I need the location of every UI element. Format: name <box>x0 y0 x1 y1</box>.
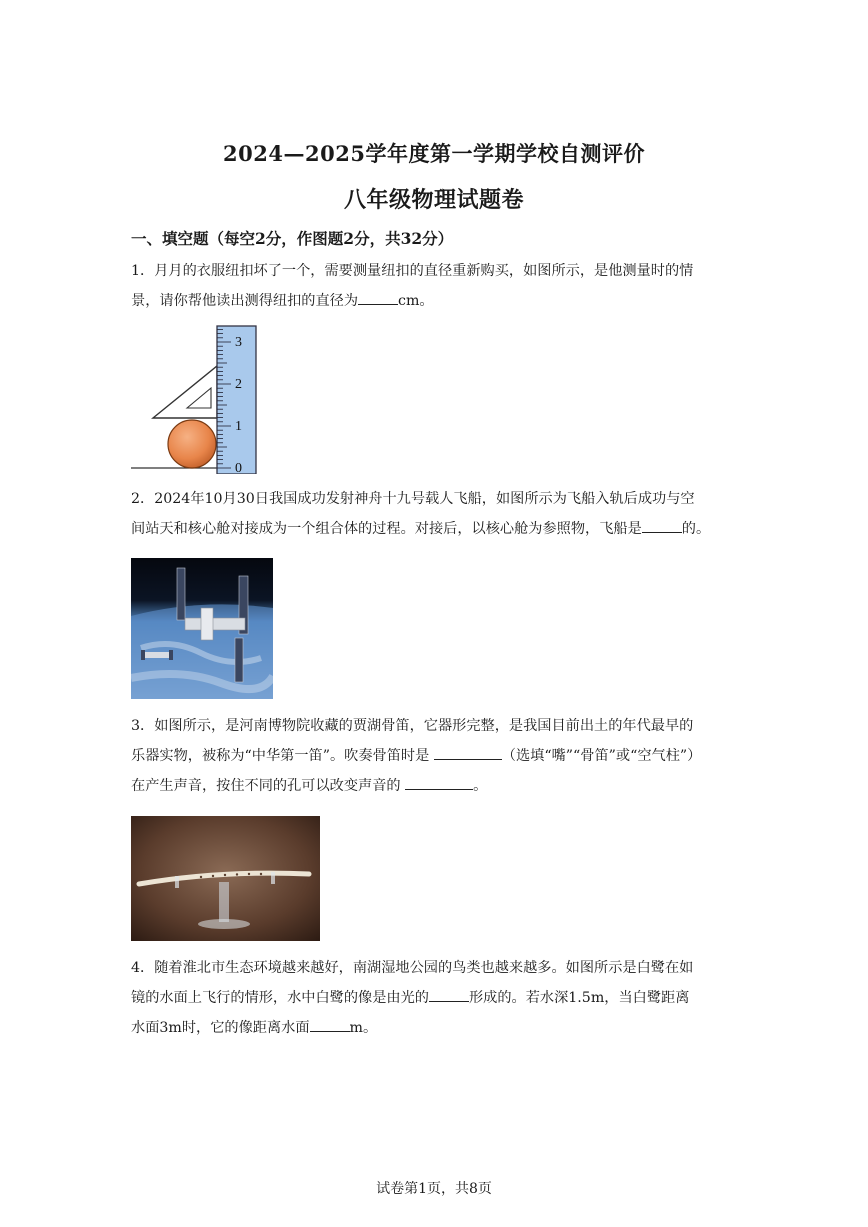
space-station-photo <box>131 558 273 699</box>
question-3-line1: 3．如图所示，是河南博物院收藏的贾湖骨笛，它器形完整，是我国目前出土的年代最早的 <box>131 718 694 734</box>
button-circle <box>168 420 216 468</box>
ruler-tick-label: 1 <box>235 419 242 434</box>
exam-title: 2024—2025学年度第一学期学校自测评价 <box>223 141 645 166</box>
question-2-line2: 间站天和核心舱对接成为一个组合体的过程。对接后，以核心舱为参照物，飞船是 的。 <box>131 514 741 544</box>
question-4-line3: 水面3m时，它的像距离水面 m。 <box>131 1013 741 1043</box>
answer-blank[interactable] <box>429 986 469 1002</box>
question-4-line1: 4．随着淮北市生态环境越来越好，南湖湿地公园的鸟类也越来越多。如图所示是白鹭在如 <box>131 960 694 976</box>
question-2-line1: 2．2024年10月30日我国成功发射神舟十九号载人飞船，如图所示为飞船入轨后成功与空 <box>131 491 695 507</box>
answer-blank[interactable] <box>642 517 682 533</box>
answer-blank[interactable] <box>434 744 502 760</box>
question-4 <box>131 953 741 1043</box>
section-heading: 一、填空题（每空2分，作图题2分，共32分） <box>131 229 454 248</box>
page-footer: 试卷第1页，共8页 <box>376 1181 492 1197</box>
question-3 <box>131 711 741 801</box>
answer-blank[interactable] <box>405 774 473 790</box>
question-2 <box>131 484 741 544</box>
question-4-line2: 镜的水面上飞行的情形，水中白鹭的像是由光的 形成的。若水深1.5m，当白鹭距离 <box>131 983 741 1013</box>
question-3-line2: 乐器实物，被称为“中华第一笛”。吹奏骨笛时是 （选填“嘴”“骨笛”或“空气柱”） <box>131 741 741 771</box>
question-1-line2: 景，请你帮他读出测得纽扣的直径为 cm。 <box>131 286 741 316</box>
answer-blank[interactable] <box>310 1016 350 1032</box>
exam-subtitle: 八年级物理试题卷 <box>343 187 524 213</box>
ruler-tick-label: 0 <box>235 461 242 474</box>
bone-flute-photo <box>131 816 320 941</box>
question-1 <box>131 256 741 316</box>
ruler-tick-label: 2 <box>235 377 242 392</box>
answer-blank[interactable] <box>358 289 398 305</box>
question-3-line3: 在产生声音，按住不同的孔可以改变声音的 。 <box>131 771 741 801</box>
ruler-measurement-figure <box>131 322 261 474</box>
question-1-line1: 1．月月的衣服纽扣坏了一个，需要测量纽扣的直径重新购买，如图所示，是他测量时的情 <box>131 263 694 279</box>
ruler-tick-label: 3 <box>235 335 242 350</box>
